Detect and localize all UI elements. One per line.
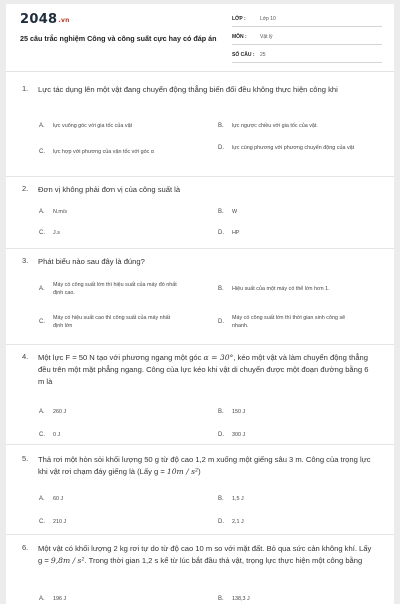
question-text: Lực tác dụng lên một vật đang chuyển động thẳng biến đổi đều không thực hiện công khi [38,85,338,94]
option-letter: A. [39,123,45,129]
meta-row-count [232,48,382,63]
option-a[interactable] [39,495,194,503]
option-letter: B. [218,286,224,292]
exam-sheet [6,4,394,604]
option-letter: C. [39,519,45,525]
option-text: HP [232,230,240,236]
question-number: 2. [22,184,29,193]
option-letter: A. [39,496,45,502]
option-letter: D. [218,145,224,151]
question-text: Phát biểu nào sau đây là đúng? [38,257,145,266]
option-text: 1,5 J [232,496,244,502]
option-text: Máy có công suất lớn thì hiệu suất của máy đó nhất định cao. [53,282,177,296]
option-a[interactable] [39,281,194,297]
option-letter: C. [39,230,45,236]
meta-key: MÔN : [232,34,247,40]
question-number: 5. [22,454,29,463]
option-text: Máy có hiệu suất cao thì công suất của máy nhất định lớn [53,315,171,329]
option-text: 138,3 J [232,596,250,602]
gravity-formula: 9,8m / s² [50,556,85,565]
meta-row-class [232,12,382,27]
question-text [38,543,376,567]
logo-text: 2048 [20,12,58,27]
question-text-part: ) [198,467,201,476]
site-logo[interactable] [20,12,70,27]
option-c[interactable] [39,229,194,237]
option-letter: D. [218,432,224,438]
option-text: 260 J [53,409,67,415]
option-letter: D. [218,319,224,325]
option-a[interactable] [39,122,194,130]
question-number: 3. [22,256,29,265]
question-divider [6,248,394,249]
option-b[interactable] [218,408,384,416]
option-b[interactable] [218,285,384,293]
option-d[interactable] [218,314,384,330]
question-text-part: . Trong thời gian 1,2 s kể từ lúc bắt đầu thả vật, trọng lực thực hiện một công bằng [84,556,363,565]
option-letter: A. [39,596,45,602]
page-title: 25 câu trắc nghiệm Công và công suất cực hay có đáp án [20,34,217,43]
option-text: 0 J [53,432,61,438]
option-c[interactable] [39,314,194,330]
option-text: lực hợp với phương của vận tốc với góc α [53,149,154,155]
option-a[interactable] [39,408,194,416]
option-letter: D. [218,519,224,525]
option-b[interactable] [218,208,384,216]
option-letter: C. [39,149,45,155]
option-a[interactable] [39,208,194,216]
question-number: 1. [22,84,29,93]
option-d[interactable] [218,144,384,152]
meta-value: Vật lý [260,34,273,40]
option-text: Hiệu suất của một máy có thể lớn hơn 1. [232,286,330,292]
option-text: 150 J [232,409,246,415]
meta-value: 25 [260,52,266,58]
option-a[interactable] [39,595,194,603]
option-b[interactable] [218,495,384,503]
option-b[interactable] [218,595,384,603]
option-text: W [232,209,238,215]
option-letter: A. [39,209,45,215]
logo-tld: .vn [58,17,70,24]
option-letter: D. [218,230,224,236]
meta-value: Lớp 10 [260,16,276,22]
option-c[interactable] [39,431,194,439]
option-text: lực vuông góc với gia tốc của vật [53,123,133,129]
option-letter: B. [218,496,224,502]
question-divider [6,534,394,535]
question-text-part: , kéo một vật và làm chuyển động thẳng đều trên một mặt phẳng ngang. Công của lực kéo khi vật di chuyển được một đoạn đường bằng 6 m là [38,353,369,386]
question-text-part: Thả rơi một hòn sỏi khối lượng 50 g từ độ cao 1,2 m xuống một giếng sâu 3 m. Công của trọng lực khi vật rơi chạm đáy giếng là (Lấy g = [38,455,371,476]
option-text: N.m/s [53,209,68,215]
question-text-part: Một lực F = 50 N tạo với phương ngang một góc [38,353,204,362]
question-text: Đơn vị không phải đơn vị của công suất là [38,185,181,194]
option-text: J.s [53,230,60,236]
option-letter: B. [218,596,224,602]
option-text: 210 J [53,519,67,525]
option-letter: B. [218,409,224,415]
option-letter: C. [39,319,45,325]
header-divider [6,71,394,72]
meta-row-subject [232,30,382,45]
meta-key: SỐ CÂU : [232,52,255,58]
option-text: 300 J [232,432,246,438]
option-letter: B. [218,123,224,129]
question-divider [6,176,394,177]
option-letter: A. [39,409,45,415]
gravity-formula: 10m / s² [166,467,199,476]
option-text: lực ngược chiều với gia tốc của vật. [232,123,318,129]
option-text: 196 J [53,596,67,602]
question-text [38,352,376,388]
option-text: 60 J [53,496,64,502]
option-text: Máy có công suất lớn thì thời gian sinh công sẽ nhanh. [232,315,346,329]
question-text [38,454,376,478]
option-text: 2,1 J [232,519,244,525]
option-d[interactable] [218,518,384,526]
option-letter: C. [39,432,45,438]
question-text-part: Một vật có khối lượng 2 kg rơi tự do từ độ cao 10 m so với mặt đất. Bỏ qua sức cản không khí. Lấy g = [38,544,372,565]
question-number: 4. [22,352,29,361]
question-number: 6. [22,543,29,552]
angle-formula: α = 30° [203,353,234,362]
option-letter: B. [218,209,224,215]
option-b[interactable] [218,122,384,130]
option-c[interactable] [39,518,194,526]
option-d[interactable] [218,431,384,439]
question-divider [6,344,394,345]
option-text: lực cùng phương với phương chuyển động của vật [232,145,355,151]
meta-key: LỚP : [232,16,246,22]
option-d[interactable] [218,229,384,237]
meta-table [232,12,382,66]
option-c[interactable] [39,148,194,156]
question-divider [6,444,394,445]
option-letter: A. [39,286,45,292]
